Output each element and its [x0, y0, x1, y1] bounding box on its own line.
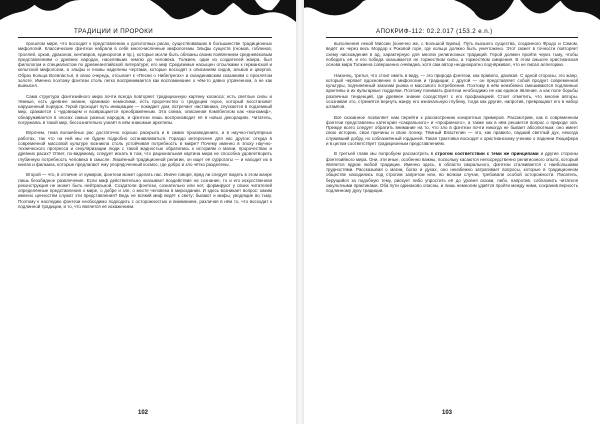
left-page: [0, 0, 296, 424]
running-head: ТРАДИЦИИ И ПРОРОКИ: [74, 28, 154, 35]
header-rule: [18, 37, 272, 38]
paragraph: выполнения некой Миссии (конечно же, с Большой Буквы). Путь высшего существа, созданного Фродо и Сэмом, ведёт их через весь Мордор к Роковой горе, где кольцо должно быть уничтожено. Этот сюжет в точности повторяет схему нисхождения в ад, характерную для многих религиозных традиций. Герой должен пройти через тьму, чтобы победить её, и его победа оказывается не торжеством силы, а торжеством смирения. В этом смысле христианская основа мира Толкиена совершенно очевидна, хотя сам автор неоднократно подчёркивал, что не писал аллегорию.: [326, 41, 578, 67]
page-number: 103: [442, 410, 453, 416]
paragraph: Всё сказанное позволяет нам перейти к рассмотрению конкретных примеров. Рассмотрим, как в современном фэнтези представлены категории «сакрального» и «профанного», а также как в нём решается вопрос о природе зла. Прежде всего следует обратить внимание на то, что зло в фэнтези почти никогда не бывает абсолютным: оно имеет свою историю, свои причины и свою логику. Тёмный Властелин — это, как правило, падший светлый дух, некогда служивший добру, но соблазнённый гордыней. Такая трактовка восходит к христианскому учению о падении Люцифера и в целом соответствует традиционным представлениям.: [326, 114, 578, 146]
body-text: [18, 41, 272, 209]
decorative-ornament-left: [0, 0, 296, 30]
header-rule: [326, 37, 578, 38]
decorative-ornament-right: [304, 0, 600, 30]
paragraph: Наконец, третья, что стоит иметь в виду, — это природа фэнтези, как правило, двоякая. С одной стороны, это жанр, который черпает вдохновение в мифологии и традиции; с другой — он представляет собой продукт современной культуры, подчинённый законам рынка и массового потребления. Поэтому в нём неизбежно смешиваются подлинные архетипы и их вульгарные подделки. Поэтому понимать фэнтези необходимо не как единое явление, а как поле борьбы различных тенденций, где древнее знание соседствует с его профанацией. Стоит отметить, что многие авторы, осознавая это, стремятся вернуть жанру его изначальную глубину, тогда как другие, напротив, превращают его в набор штампов.: [326, 72, 578, 109]
body-text: [326, 41, 578, 193]
right-page: [304, 0, 600, 424]
page-number: 102: [138, 410, 149, 416]
paragraph: Второй — что, в отличие от кумиров, фэнтези может сделать нас. Иначе говоря, вряд ли следует видеть в этом жанре лишь безобидное развлечение. Если миф действительно оказывает воздействие на сознание, то и его искусственная реконструкция не может быть нейтральной. Создатели фэнтези, сознательно или нет, формируют у своих читателей определённые представления о мире, о добре и зле, о месте человека в мироздании. И здесь возникает вопрос: каким именно ценностям служат эти представления? Ведь не всякий миф ведёт к свету; бывают и мифы, уводящие во тьму. Поэтому к наследию фэнтези необходимо подходить с осторожностью и вниманием, различая в нём то, что восходит к подлинной традиции, и то, что является её искажением.: [18, 172, 272, 209]
paragraph: прошлом мире, что восходит к представлению о допотопных расах, существовавших в большинстве традиционных мифологий. Классические фэнтези набрали в себя многочисленные мифологемы Эльфы существ (гномов, гоблинов, троллей, орков, драконов, кентавров, единорогов и пр.), которые могли быть обязаны своим появлением средневековым представлениям о древних народах, населявших землю до человека. Толкиен, один из создателей жанра, был филологом и специалистом по древнеанглийской литературе; его мир Средиземья насыщен отсылками к германской и кельтской мифологии, а эльфы и гномы наделены чертами, которые восходят к описаниям сидов, альвов и цвергов. Образ Кольца Всевластья, в свою очередь, отсылает к «Песни о Нибелунгах» и скандинавским сказаниям о проклятом золоте. Именно поэтому фэнтези столь легко воспринимается как воспоминание о чём-то давно утраченном, а не как вымысел.: [18, 41, 272, 88]
paragraph: В третьей главе мы попробуем рассмотреть в строгом соответствии с теми же принципами и другие стороны фэнтезийного мира. Они, эти иные, особенно важны, поскольку касаются непосредственно религиозного опыта, который является ядром любой традиции. Именно здесь, в области сакрального, фэнтези сталкивается с наибольшими трудностями. Рассказывая о магии, богах и духах, оно неизбежно затрагивает вопросы, которые в традиционном обществе находились под строгим запретом или, во всяком случае, требовали особой осторожности. Писатель, берущийся за подобную тему, рискует либо упростить её до уровня сказки, либо, напротив, соблазнить читателя оккультными практиками. Оба пути одинаково опасны, и лишь немногим удаётся пройти между ними, сохранив верность подлинному духу традиции.: [326, 151, 578, 193]
book-gutter: [296, 0, 304, 424]
paragraph: Сама структура фэнтезийного мира почти всегда повторяет традиционную картину космоса: есть светлые силы и тёмные, есть древнее знание, хранимое немногими, есть пророчество о грядущем герое, который восстановит нарушенный порядок. Герой проходит путь инициации — покидает дом, встречает наставника, спускается в подземный мир, сражается с чудовищем и возвращается преображённым. Эта схема, описанная Кэмпбеллом как «мономиф», обнаруживается в эпосах самых разных народов, и фэнтези лишь воспроизводит её в новых декорациях. Читатель, погружаясь в такой мир, бессознательно узнаёт в нём знакомые архетипы.: [18, 93, 272, 125]
paragraph: Впрочем, тема волшебных рас достаточно хорошо раскрыта и в самих произведениях, и в научно-популярных работах, так что на ней мы не будем подробно останавливаться. Гораздо интереснее для нас другое: откуда в современной массовой культуре возникла столь устойчивая потребность в мифе? Почему именно в эпоху научно-технического прогресса и секуляризации люди с такой жадностью обратились к историям о магии, пророчествах и древних расах? Ответ, по-видимому, следует искать в том, что рациональная картина мира не способна удовлетворить глубинную потребность человека в смысле. Лишённый традиционной религии, он ищет её суррогаты — и находит их в книгах и фильмах, которые предлагают ему упорядоченный космос, где добро и зло чётко разделены.: [18, 130, 272, 167]
running-head: АПОКРИФ-112: 02.2.017 (153.2 e.n.): [376, 28, 493, 35]
